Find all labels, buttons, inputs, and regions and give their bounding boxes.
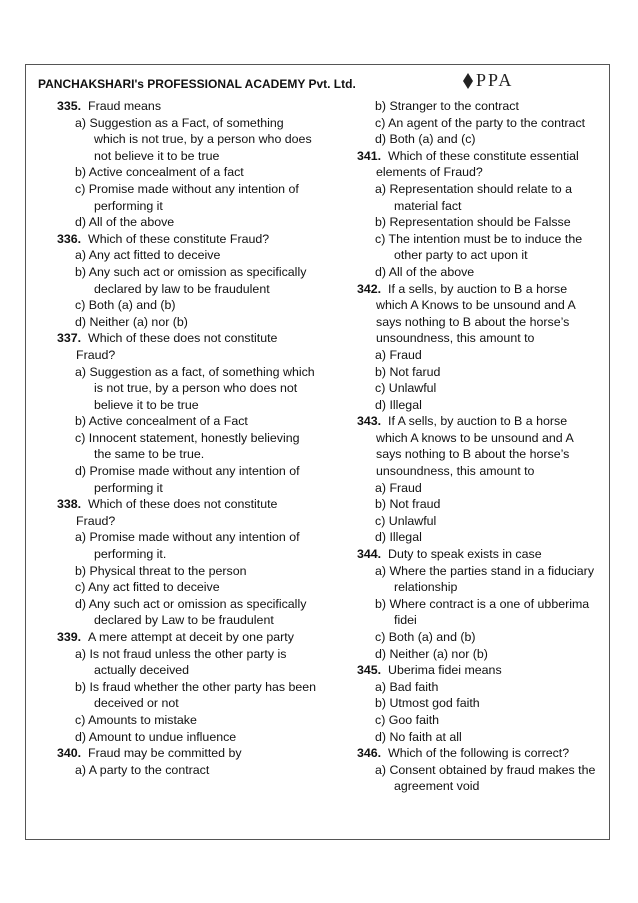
question-number: 338. xyxy=(57,497,82,512)
question-text: Fraud may be committed by xyxy=(88,746,242,761)
option: b) Utmost god faith xyxy=(375,696,480,711)
option: b) Active concealment of a fact xyxy=(75,165,244,180)
diamond-icon xyxy=(463,73,473,89)
option: b) Where contract is a one of ubberima fidei xyxy=(375,596,590,628)
question-text: unsoundness, this amount to xyxy=(376,331,535,346)
option: c) Both (a) and (b) xyxy=(375,630,476,644)
question-text: unsoundness, this amount to xyxy=(376,464,535,479)
question-335 xyxy=(57,98,317,231)
academy-logo xyxy=(463,70,513,91)
option: a) Where the parties stand in a fiduciary relationship xyxy=(375,563,595,595)
right-column xyxy=(357,98,602,795)
question-number: 346. xyxy=(357,746,382,761)
option: b) Not farud xyxy=(375,364,441,379)
option: b) Active concealment of a Fact xyxy=(75,414,248,429)
question-341 xyxy=(357,148,602,281)
option: d) Neither (a) nor (b) xyxy=(375,646,488,661)
option: a) Suggestion as a Fact, of something which is not true, by a person who does not believe it to be true xyxy=(75,115,312,163)
question-number: 340. xyxy=(57,746,82,761)
option: a) Consent obtained by fraud makes the agreement void xyxy=(375,762,596,794)
option: b) Not fraud xyxy=(375,497,441,512)
question-344 xyxy=(357,546,602,662)
question-text: If A sells, by auction to B a horse xyxy=(388,414,568,429)
question-343 xyxy=(357,413,602,546)
option: d) Illegal xyxy=(375,530,422,545)
option: d) Illegal xyxy=(375,397,422,412)
option: a) Fraud xyxy=(375,480,422,495)
question-number: 343. xyxy=(357,414,382,429)
question-text: Uberima fidei means xyxy=(388,663,502,678)
question-text: which A knows to be unsound and A xyxy=(376,430,574,445)
question-text: Fraud? xyxy=(76,347,116,362)
question-340-continued xyxy=(357,98,602,148)
option: a) Is not fraud unless the other party is actually deceived xyxy=(75,646,287,678)
question-number: 335. xyxy=(57,99,82,113)
question-text: Which of the following is correct? xyxy=(388,746,570,761)
option: d) No faith at all xyxy=(375,729,462,744)
question-number: 336. xyxy=(57,231,82,246)
option: d) Both (a) and (c) xyxy=(375,132,476,147)
option: d) Any such act or omission as specifically declared by Law to be fraudulent xyxy=(75,596,307,628)
question-text: If a sells, by auction to B a horse xyxy=(388,281,568,296)
question-text: A mere attempt at deceit by one party xyxy=(88,630,294,644)
option: d) Promise made without any intention of performing it xyxy=(75,464,300,495)
question-346 xyxy=(357,745,602,795)
option: c) Promise made without any intention of performing it xyxy=(75,181,299,213)
question-number: 345. xyxy=(357,663,382,678)
question-text: elements of Fraud? xyxy=(376,165,483,180)
question-text: Which of these constitute essential xyxy=(388,148,579,163)
option: b) Stranger to the contract xyxy=(375,99,519,113)
question-number: 342. xyxy=(357,281,382,296)
question-text: which A Knows to be unsound and A xyxy=(376,298,576,313)
option: d) Amount to undue influence xyxy=(75,729,237,744)
option: c) Innocent statement, honestly believing the same to be true. xyxy=(75,430,300,462)
question-338 xyxy=(57,496,317,629)
option: b) Physical threat to the person xyxy=(75,563,247,578)
question-text: Which of these does not constitute xyxy=(88,331,278,346)
question-342 xyxy=(357,281,602,414)
option: a) Bad faith xyxy=(375,679,439,694)
question-337 xyxy=(57,330,317,496)
option: a) Representation should relate to a material fact xyxy=(375,181,572,213)
option: c) Amounts to mistake xyxy=(75,712,197,727)
option: c) Unlawful xyxy=(375,513,437,528)
option: d) All of the above xyxy=(375,264,475,279)
question-345 xyxy=(357,662,602,745)
question-number: 341. xyxy=(357,148,382,163)
question-text: Fraud means xyxy=(88,99,162,113)
question-number: 344. xyxy=(357,547,382,562)
option: c) Any act fitted to deceive xyxy=(75,580,220,595)
question-340 xyxy=(57,745,317,778)
question-text: Fraud? xyxy=(76,513,116,528)
option: a) Suggestion as a fact, of something which is not true, by a person who does not believe it to be true xyxy=(75,364,315,412)
option: c) An agent of the party to the contract xyxy=(375,115,586,130)
option: a) Any act fitted to deceive xyxy=(75,248,221,263)
option: c) The intention must be to induce the other party to act upon it xyxy=(375,231,583,263)
question-number: 337. xyxy=(57,331,82,346)
question-text: says nothing to B about the horse’s xyxy=(376,314,570,329)
option: a) Promise made without any intention of performing it. xyxy=(75,530,300,562)
option: d) Neither (a) nor (b) xyxy=(75,314,188,329)
option: c) Unlawful xyxy=(375,381,437,396)
option: b) Representation should be Falsse xyxy=(375,215,571,230)
option: d) All of the above xyxy=(75,215,175,230)
question-number: 339. xyxy=(57,630,82,644)
option: a) Fraud xyxy=(375,347,422,362)
question-text: says nothing to B about the horse’s xyxy=(376,447,570,462)
academy-header: PANCHAKSHARI's PROFESSIONAL ACADEMY Pvt. Ltd. xyxy=(38,77,356,91)
logo-text: PPA xyxy=(476,70,514,90)
option: b) Is fraud whether the other party has been deceived or not xyxy=(75,679,317,711)
question-336 xyxy=(57,231,317,331)
option: c) Goo faith xyxy=(375,712,440,727)
option: b) Any such act or omission as specifically declared by law to be fraudulent xyxy=(75,264,307,296)
question-339 xyxy=(57,629,317,745)
option: a) A party to the contract xyxy=(75,762,210,777)
question-text: Duty to speak exists in case xyxy=(388,547,542,562)
question-text: Which of these does not constitute xyxy=(88,497,278,512)
option: c) Both (a) and (b) xyxy=(75,298,176,313)
question-text: Which of these constitute Fraud? xyxy=(88,231,270,246)
left-column xyxy=(57,98,317,778)
